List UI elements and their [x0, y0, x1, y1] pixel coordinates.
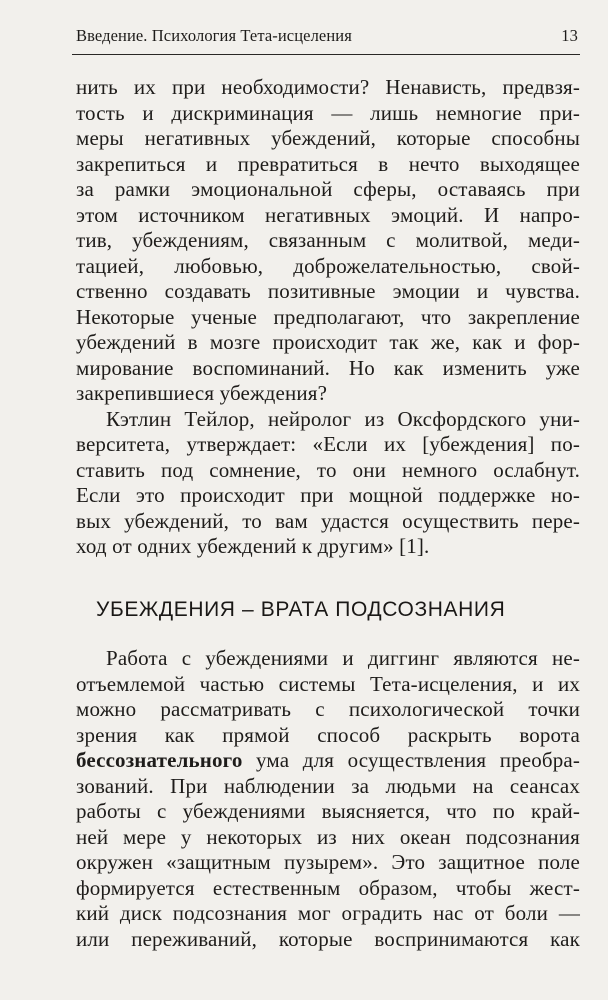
- emphasis-text: бессознательного: [76, 748, 243, 772]
- text-line: мирование воспоминаний. Но как изменить уже: [76, 355, 580, 380]
- section-heading: УБЕЖДЕНИЯ – ВРАТА ПОДСОЗНАНИЯ: [96, 598, 506, 621]
- text-line: закрепиться и превратиться в нечто выходящее: [76, 151, 580, 176]
- text-line: кий диск подсознания мог оградить нас от боли —: [76, 901, 580, 925]
- text-line: Если это происходит при мощной поддержке но-: [76, 483, 580, 507]
- text-line: отъемлемой частью системы Тета-исцеления, и их: [76, 671, 580, 696]
- text-line: меры негативных убеждений, которые способны: [76, 126, 580, 150]
- text-line: можно рассматривать с психологической точки: [76, 697, 580, 721]
- text-line: Кэтлин Тейлор, нейролог из Оксфордского уни-: [106, 406, 580, 431]
- text-line-mixed: [76, 748, 580, 774]
- text-line: ход от одних убеждений к другим» [1].: [76, 534, 430, 558]
- text-line: за рамки эмоциональной сферы, оставаясь при: [76, 177, 580, 201]
- text-line: зований. При наблюдении за людьми на сеансах: [76, 773, 580, 798]
- text-line: этом источником негативных эмоций. И напро-: [76, 202, 580, 227]
- header-rule: [72, 54, 580, 55]
- text-line: формируется естественным образом, чтобы жест-: [76, 875, 580, 900]
- text-line: верситета, утверждает: «Если их [убеждения] по-: [76, 432, 580, 456]
- body-text-section-1: [76, 75, 580, 560]
- text-line: вых убеждений, то вам удастся осуществить пере-: [76, 508, 580, 533]
- text-line: Работа с убеждениями и диггинг являются не-: [106, 646, 580, 670]
- text-line: тость и дискриминация — лишь немногие при-: [76, 100, 580, 125]
- text-line: ней мере у некоторых из них океан подсознания: [76, 824, 580, 849]
- text-line: ственно создавать позитивные эмоции и чувства.: [76, 279, 580, 303]
- text-line: или переживаний, которые воспринимаются как: [76, 926, 580, 951]
- body-text-section-2: [76, 646, 580, 952]
- running-header-title: Введение. Психология Тета-исцеления: [76, 26, 352, 45]
- text-line: тацией, любовью, доброжелательностью, свой-: [76, 253, 580, 278]
- text-line: работы с убеждениями выясняется, что по край-: [76, 799, 580, 823]
- text-line: убеждений в мозге происходит так же, как и фор-: [76, 330, 580, 354]
- text-fragment: ума для осуществления преобра-: [242, 748, 580, 772]
- text-line: закрепившиеся убеждения?: [76, 381, 328, 405]
- text-line: окружен «защитным пузырем». Это защитное поле: [76, 850, 580, 874]
- text-line: нить их при необходимости? Ненависть, предвзя-: [76, 75, 580, 99]
- text-line: [76, 723, 580, 749]
- running-header: [76, 26, 578, 54]
- text-line: ставить под сомнение, то они немного ослабнут.: [76, 457, 580, 482]
- text-line: тив, убеждениям, связанным с молитвой, меди-: [76, 228, 580, 252]
- text-line: Некоторые ученые предполагают, что закрепление: [76, 304, 580, 329]
- page-number: 13: [561, 26, 578, 45]
- text-fragment: зрения как прямой способ раскрыть ворота: [76, 722, 580, 747]
